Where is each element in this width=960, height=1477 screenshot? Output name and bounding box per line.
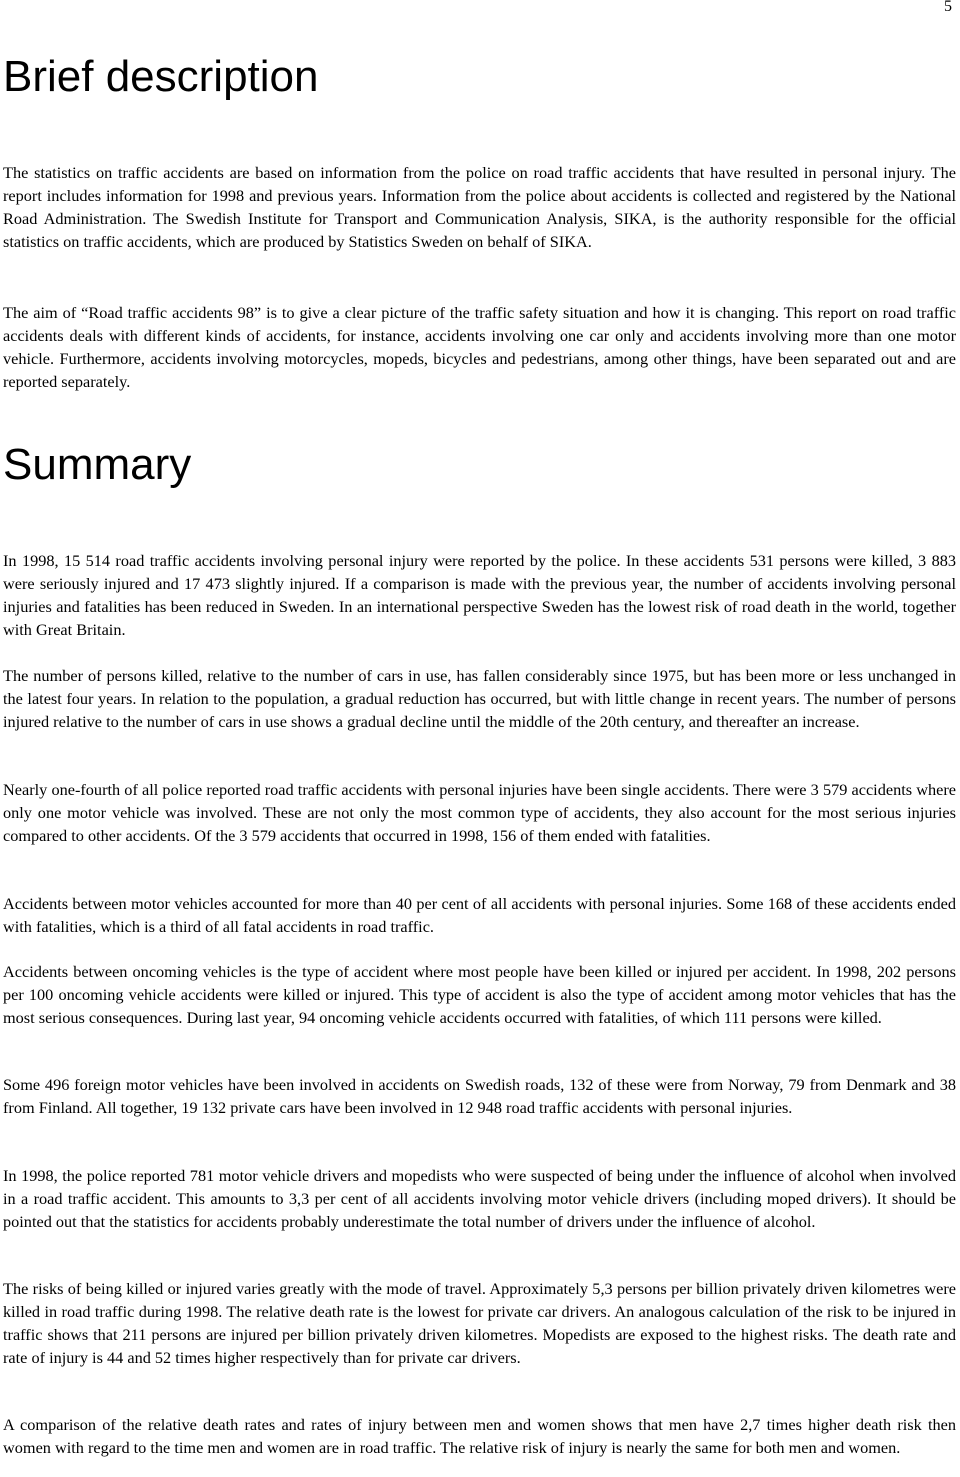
paragraph-men-women-comparison: A comparison of the relative death rates and rates of injury between men and women shows that men have 2,7 times higher death risk then women with regard to the time men and women are in road traffic. The relative risk of injury is nearly the same for both men and women. bbox=[3, 1415, 956, 1458]
paragraph-foreign-vehicles: Some 496 foreign motor vehicles have been involved in accidents on Swedish roads, 132 of these were from Norway, 79 from Denmark and 38 from Finland. All together, 19 132 private cars have been involved in 12 948 road traffic accidents with personal injuries. bbox=[3, 1075, 956, 1118]
paragraph-summary-totals: In 1998, 15 514 road traffic accidents involving personal injury were reported by the police. In these accidents 531 persons were killed, 3 883 were seriously injured and 17 473 slightly injured. If a comparison is made with the previous year, the number of accidents involving personal injuries and fatalities has been reduced in Sweden. In an international perspective Sweden has the lowest risk of road death in the world, together with Great Britain. bbox=[3, 551, 956, 640]
heading-brief-description: Brief description bbox=[3, 52, 319, 101]
paragraph-mode-of-travel-risk: The risks of being killed or injured varies greatly with the mode of travel. Approximately 5,3 persons per billion privately driven kilometres were killed in road traffic during 1998. The relative death rate is the lowest for private car drivers. An analogous calculation of the risk to be injured in traffic shows that 211 persons are injured per billion privately driven kilometres. Mopedists are exposed to the highest risks. The death rate and rate of injury is 44 and 52 times higher respectively than for private car drivers. bbox=[3, 1279, 956, 1368]
paragraph-persons-killed-trend: The number of persons killed, relative to the number of cars in use, has fallen considerably since 1975, but has been more or less unchanged in the latest four years. In relation to the population, a gradual reduction has occurred, but with little change in recent years. The number of persons injured relative to the number of cars in use shows a gradual decline until the middle of the 20th century, and thereafter an increase. bbox=[3, 666, 956, 732]
paragraph-motor-vehicle-accidents: Accidents between motor vehicles accounted for more than 40 per cent of all accidents with personal injuries. Some 168 of these accidents ended with fatalities, which is a third of all fatal accidents in road traffic. bbox=[3, 894, 956, 937]
paragraph-alcohol: In 1998, the police reported 781 motor vehicle drivers and mopedists who were suspected of being under the influence of alcohol when involved in a road traffic accident. This amounts to 3,3 per cent of all accidents involving motor vehicle drivers (including moped drivers). It should be pointed out that the statistics for accidents probably underestimate the total number of drivers under the influence of alcohol. bbox=[3, 1166, 956, 1232]
paragraph-single-accidents: Nearly one-fourth of all police reported road traffic accidents with personal injuries have been single accidents. There were 3 579 accidents where only one motor vehicle was involved. These are not only the most common type of accidents, they also account for the most serious injuries compared to other accidents. Of the 3 579 accidents that occurred in 1998, 156 of them ended with fatalities. bbox=[3, 780, 956, 846]
paragraph-aim: The aim of “Road traffic accidents 98” is to give a clear picture of the traffic safety situation and how it is changing. This report on road traffic accidents deals with different kinds of accidents, for instance, accidents involving one car only and accidents involving more than one motor vehicle. Furthermore, accidents involving motorcycles, mopeds, bicycles and pedestrians, among other things, have been separated out and are reported separately. bbox=[3, 303, 956, 392]
page-number: 5 bbox=[944, 0, 952, 15]
paragraph-oncoming-vehicles: Accidents between oncoming vehicles is the type of accident where most people have been killed or injured per accident. In 1998, 202 persons per 100 oncoming vehicle accidents were killed or injured. This type of accident is also the type of accident among motor vehicles that has the most serious consequences. During last year, 94 oncoming vehicle accidents occurred with fatalities, of which 111 persons were killed. bbox=[3, 962, 956, 1028]
paragraph-intro: The statistics on traffic accidents are based on information from the police on road traffic accidents that have resulted in personal injury. The report includes information for 1998 and previous years. Information from the police about accidents is collected and registered by the National Road Administration. The Swedish Institute for Transport and Communication Analysis, SIKA, is the authority responsible for the official statistics on traffic accidents, which are produced by Statistics Sweden on behalf of SIKA. bbox=[3, 163, 956, 252]
heading-summary: Summary bbox=[3, 440, 192, 489]
